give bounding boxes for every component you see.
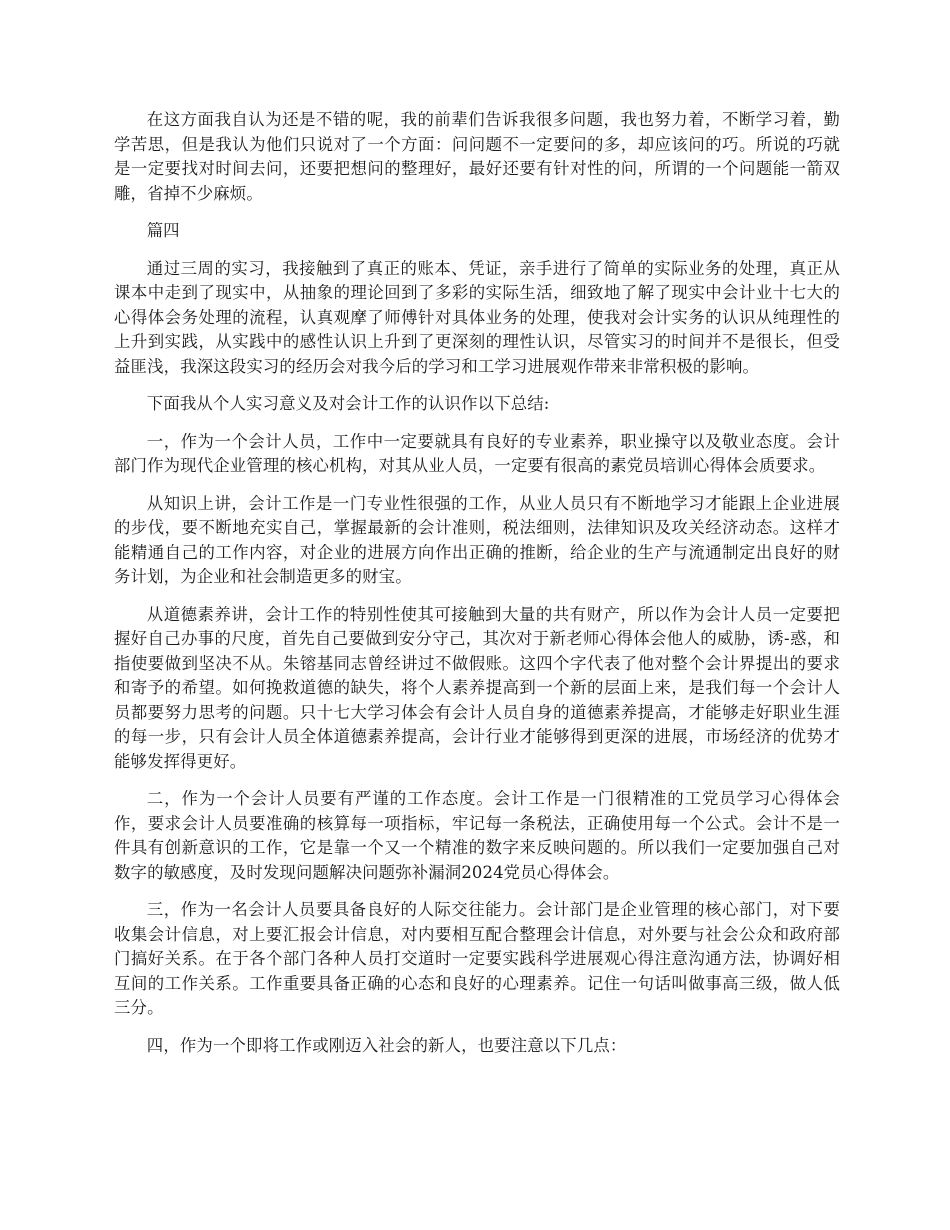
paragraph-internship-experience: 通过三周的实习，我接触到了真正的账本、凭证，亲手进行了简单的实际业务的处理，真正从课本中走到了现实中，从抽象的理论回到了多彩的实际生活，细致地了解了现实中会计业十七大的心得体会务处理的流程，认真观摩了师傅针对具体业务的处理，使我对会计实务的认识从纯理性的上升到实践，从实践中的感性认识上升到了更深刻的理性认识，尽管实习的时间并不是很长，但受益匪浅，我深这段实习的经历会对我今后的学习和工学习进展观作带来非常积极的影响。 — [114, 258, 840, 376]
document-page — [114, 108, 840, 1071]
paragraph-summary-intro: 下面我从个人实习意义及对会计工作的认识作以下总结: — [146, 394, 550, 413]
paragraph-asking-questions: 在这方面我自认为还是不错的呢，我的前辈们告诉我很多问题，我也努力着，不断学习着，勤学苦思，但是我认为他们只说对了一个方面：问问题不一定要问的多，却应该问的巧。所说的巧就是一定要找对时间去问，还要把想问的整理好，最好还要有针对性的问，所谓的一个问题能一箭双雕，省掉不少麻烦。 — [114, 110, 840, 203]
paragraph-point-one: 一，作为一个会计人员，工作中一定要就具有良好的专业素养，职业操守以及敬业态度。会计部门作为现代企业管理的核心机构，对其从业人员，一定要有很高的素党员培训心得体会质要求。 — [114, 431, 840, 475]
paragraph-point-three: 三，作为一名会计人员要具备良好的人际交往能力。会计部门是企业管理的核心部门，对下要收集会计信息，对上要汇报会计信息，对内要相互配合整理会计信息，对外要与社会公众和政府部门搞好关系。在于各个部门各种人员打交道时一定要实践科学进展观心得注意沟通方法，协调好相互间的工作关系。工作重要具备正确的心态和良好的心理素养。记住一句话叫做事高三级，做人低三分。 — [114, 900, 840, 1017]
section-heading-part-four: 篇四 — [146, 221, 180, 240]
paragraph-point-two: 二，作为一个会计人员要有严谨的工作态度。会计工作是一门很精准的工党员学习心得体会作，要求会计人员要准确的核算每一项指标，牢记每一条税法，正确使用每一个公式。会计不是一件具有创新意识的工作，它是靠一个又一个精准的数字来反映问题的。所以我们一定要加强自己对数字的敏感度，及时发现问题解决问题弥补漏洞2024党员心得体会。 — [114, 789, 840, 882]
paragraph-knowledge: 从知识上讲，会计工作是一门专业性很强的工作，从业人员只有不断地学习才能跟上企业进展的步伐，要不断地充实自己，掌握最新的会计准则，税法细则，法律知识及攻关经济动态。这样才能精通自己的工作内容，对企业的进展方向作出正确的推断，给企业的生产与流通制定出良好的财务计划，为企业和社会制造更多的财宝。 — [114, 493, 840, 586]
paragraph-ethics: 从道德素养讲，会计工作的特别性使其可接触到大量的共有财产，所以作为会计人员一定要把握好自己办事的尺度，首先自己要做到安分守己，其次对于新老师心得体会他人的威胁，诱-惑，和指使要做到坚决不从。朱镕基同志曾经讲过不做假账。这四个字代表了他对整个会计界提出的要求和寄予的希望。如何挽救道德的缺失，将个人素养提高到一个新的层面上来，是我们每一个会计人员都要努力思考的问题。只十七大学习体会有会计人员自身的道德素养提高，才能够走好职业生涯的每一步，只有会计人员全体道德素养提高，会计行业才能够得到更深的进展，市场经济的优势才能够发挥得更好。 — [114, 604, 840, 771]
paragraph-point-four: 四，作为一个即将工作或刚迈入社会的新人，也要注意以下几点： — [146, 1035, 627, 1055]
